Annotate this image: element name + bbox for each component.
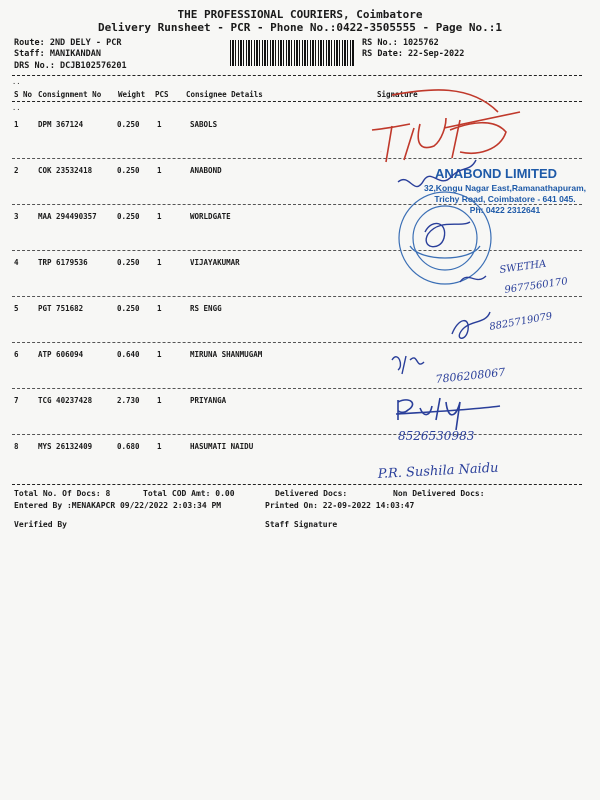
row-sno: 2: [14, 166, 19, 175]
entered-by: Entered By :MENAKAPCR 09/22/2022 2:03:34 PM: [14, 501, 222, 510]
row-sno: 8: [14, 442, 19, 451]
delivered-docs: Delivered Docs:: [275, 489, 348, 498]
row-weight: 0.250: [117, 166, 140, 175]
row-pcs: 1: [157, 258, 162, 267]
table-row: [0, 118, 600, 164]
non-delivered-docs: Non Delivered Docs:: [393, 489, 485, 498]
row-sno: 3: [14, 212, 19, 221]
drs-number: DRS No.: DCJB102576201: [14, 61, 127, 71]
row-consignee: PRIYANGA: [190, 396, 227, 405]
col-weight: Weight: [118, 90, 146, 99]
staff-label: Staff: MANIKANDAN: [14, 49, 101, 59]
row-consignment: TCG 40237428: [38, 396, 93, 405]
row-consignment: TRP 6179536: [38, 258, 88, 267]
document-subtitle: Delivery Runsheet - PCR - Phone No.:0422-3505555 - Page No.:1: [98, 21, 502, 34]
divider-dots: ..: [12, 78, 21, 86]
row-consignee: VIJAYAKUMAR: [190, 258, 240, 267]
row-weight: 0.680: [117, 442, 140, 451]
row-divider: [12, 158, 582, 159]
row-weight: 0.250: [117, 258, 140, 267]
divider-dots: ..: [12, 104, 21, 112]
row-sno: 1: [14, 120, 19, 129]
row-divider: [12, 434, 582, 435]
table-row: [0, 440, 600, 486]
row-consignee: SABOLS: [190, 120, 218, 129]
barcode-image: [230, 40, 355, 66]
row-consignee: WORLDGATE: [190, 212, 231, 221]
row-pcs: 1: [157, 304, 162, 313]
row-sno: 7: [14, 396, 19, 405]
row-consignee: ANABOND: [190, 166, 222, 175]
footer-divider: [12, 484, 582, 485]
table-row: [0, 210, 600, 256]
row-weight: 2.730: [117, 396, 140, 405]
row-weight: 0.250: [117, 120, 140, 129]
row7-phone-handwriting: 8526530983: [398, 429, 475, 443]
verified-by: Verified By: [14, 520, 67, 529]
total-docs: Total No. Of Docs: 8: [14, 489, 111, 498]
row6-phone-handwriting: 7806208067: [434, 365, 506, 386]
rs-date: RS Date: 22-Sep-2022: [362, 49, 465, 59]
col-signature: Signature: [377, 90, 418, 99]
row-weight: 0.250: [117, 212, 140, 221]
row-pcs: 1: [157, 396, 162, 405]
row-divider: [12, 388, 582, 389]
row-consignment: ATP 606094: [38, 350, 84, 359]
row-sno: 6: [14, 350, 19, 359]
row-sno: 5: [14, 304, 19, 313]
printed-on: Printed On: 22-09-2022 14:03:47: [265, 501, 415, 510]
table-row: [0, 302, 600, 348]
row5-phone-handwriting: 8825719079: [488, 311, 554, 333]
row-consignment: MAA 294490357: [38, 212, 97, 221]
row-weight: 0.250: [117, 304, 140, 313]
row-weight: 0.640: [117, 350, 140, 359]
row-consignee: HASUMATI NAIDU: [190, 442, 254, 451]
table-row: [0, 348, 600, 394]
staff-signature: Staff Signature: [265, 520, 338, 529]
table-header-divider: [12, 101, 582, 102]
col-pcs: PCS: [155, 90, 169, 99]
total-cod: Total COD Amt: 0.00: [143, 489, 235, 498]
header-divider: [12, 75, 582, 76]
row-pcs: 1: [157, 166, 162, 175]
row4-phone-handwriting: 9677560170: [503, 276, 569, 296]
row4-name-handwriting: SWETHA: [498, 258, 548, 276]
row-sno: 4: [14, 258, 19, 267]
row-divider: [12, 250, 582, 251]
company-stamp-name: ANABOND LIMITED: [435, 166, 558, 181]
table-row: [0, 256, 600, 302]
col-consignment: Consignment No: [38, 90, 102, 99]
stamp-address-line: 32,Kongu Nagar East,Ramanathapuram,: [423, 183, 586, 193]
stamp-address-line: Trichy Road, Coimbatore - 641 045.: [434, 194, 576, 204]
row-pcs: 1: [157, 212, 162, 221]
row1-handwriting: T/U: [380, 152, 382, 153]
col-consignee: Consignee Details: [186, 90, 263, 99]
document-title: THE PROFESSIONAL COURIERS, Coimbatore: [177, 8, 423, 21]
row8-name-handwriting: P.R. Sushila Naidu: [377, 460, 499, 482]
row-pcs: 1: [157, 120, 162, 129]
rs-number: RS No.: 1025762: [362, 38, 439, 48]
row-consignment: PGT 751682: [38, 304, 84, 313]
table-row: [0, 394, 600, 440]
row-consignment: MYS 26132409: [38, 442, 93, 451]
row-pcs: 1: [157, 442, 162, 451]
row-consignee: MIRUNA SHANMUGAM: [190, 350, 263, 359]
row-pcs: 1: [157, 350, 162, 359]
row-consignment: DPM 367124: [38, 120, 84, 129]
company-stamp-address: [420, 183, 590, 216]
row-divider: [12, 296, 582, 297]
row-consignment: COK 23532418: [38, 166, 93, 175]
row-consignee: RS ENGG: [190, 304, 222, 313]
stamp-phone: Ph: 0422 2312641: [469, 205, 541, 215]
row-divider: [12, 342, 582, 343]
col-sno: S No: [14, 90, 33, 99]
route-label: Route: 2ND DELY - PCR: [14, 38, 122, 48]
